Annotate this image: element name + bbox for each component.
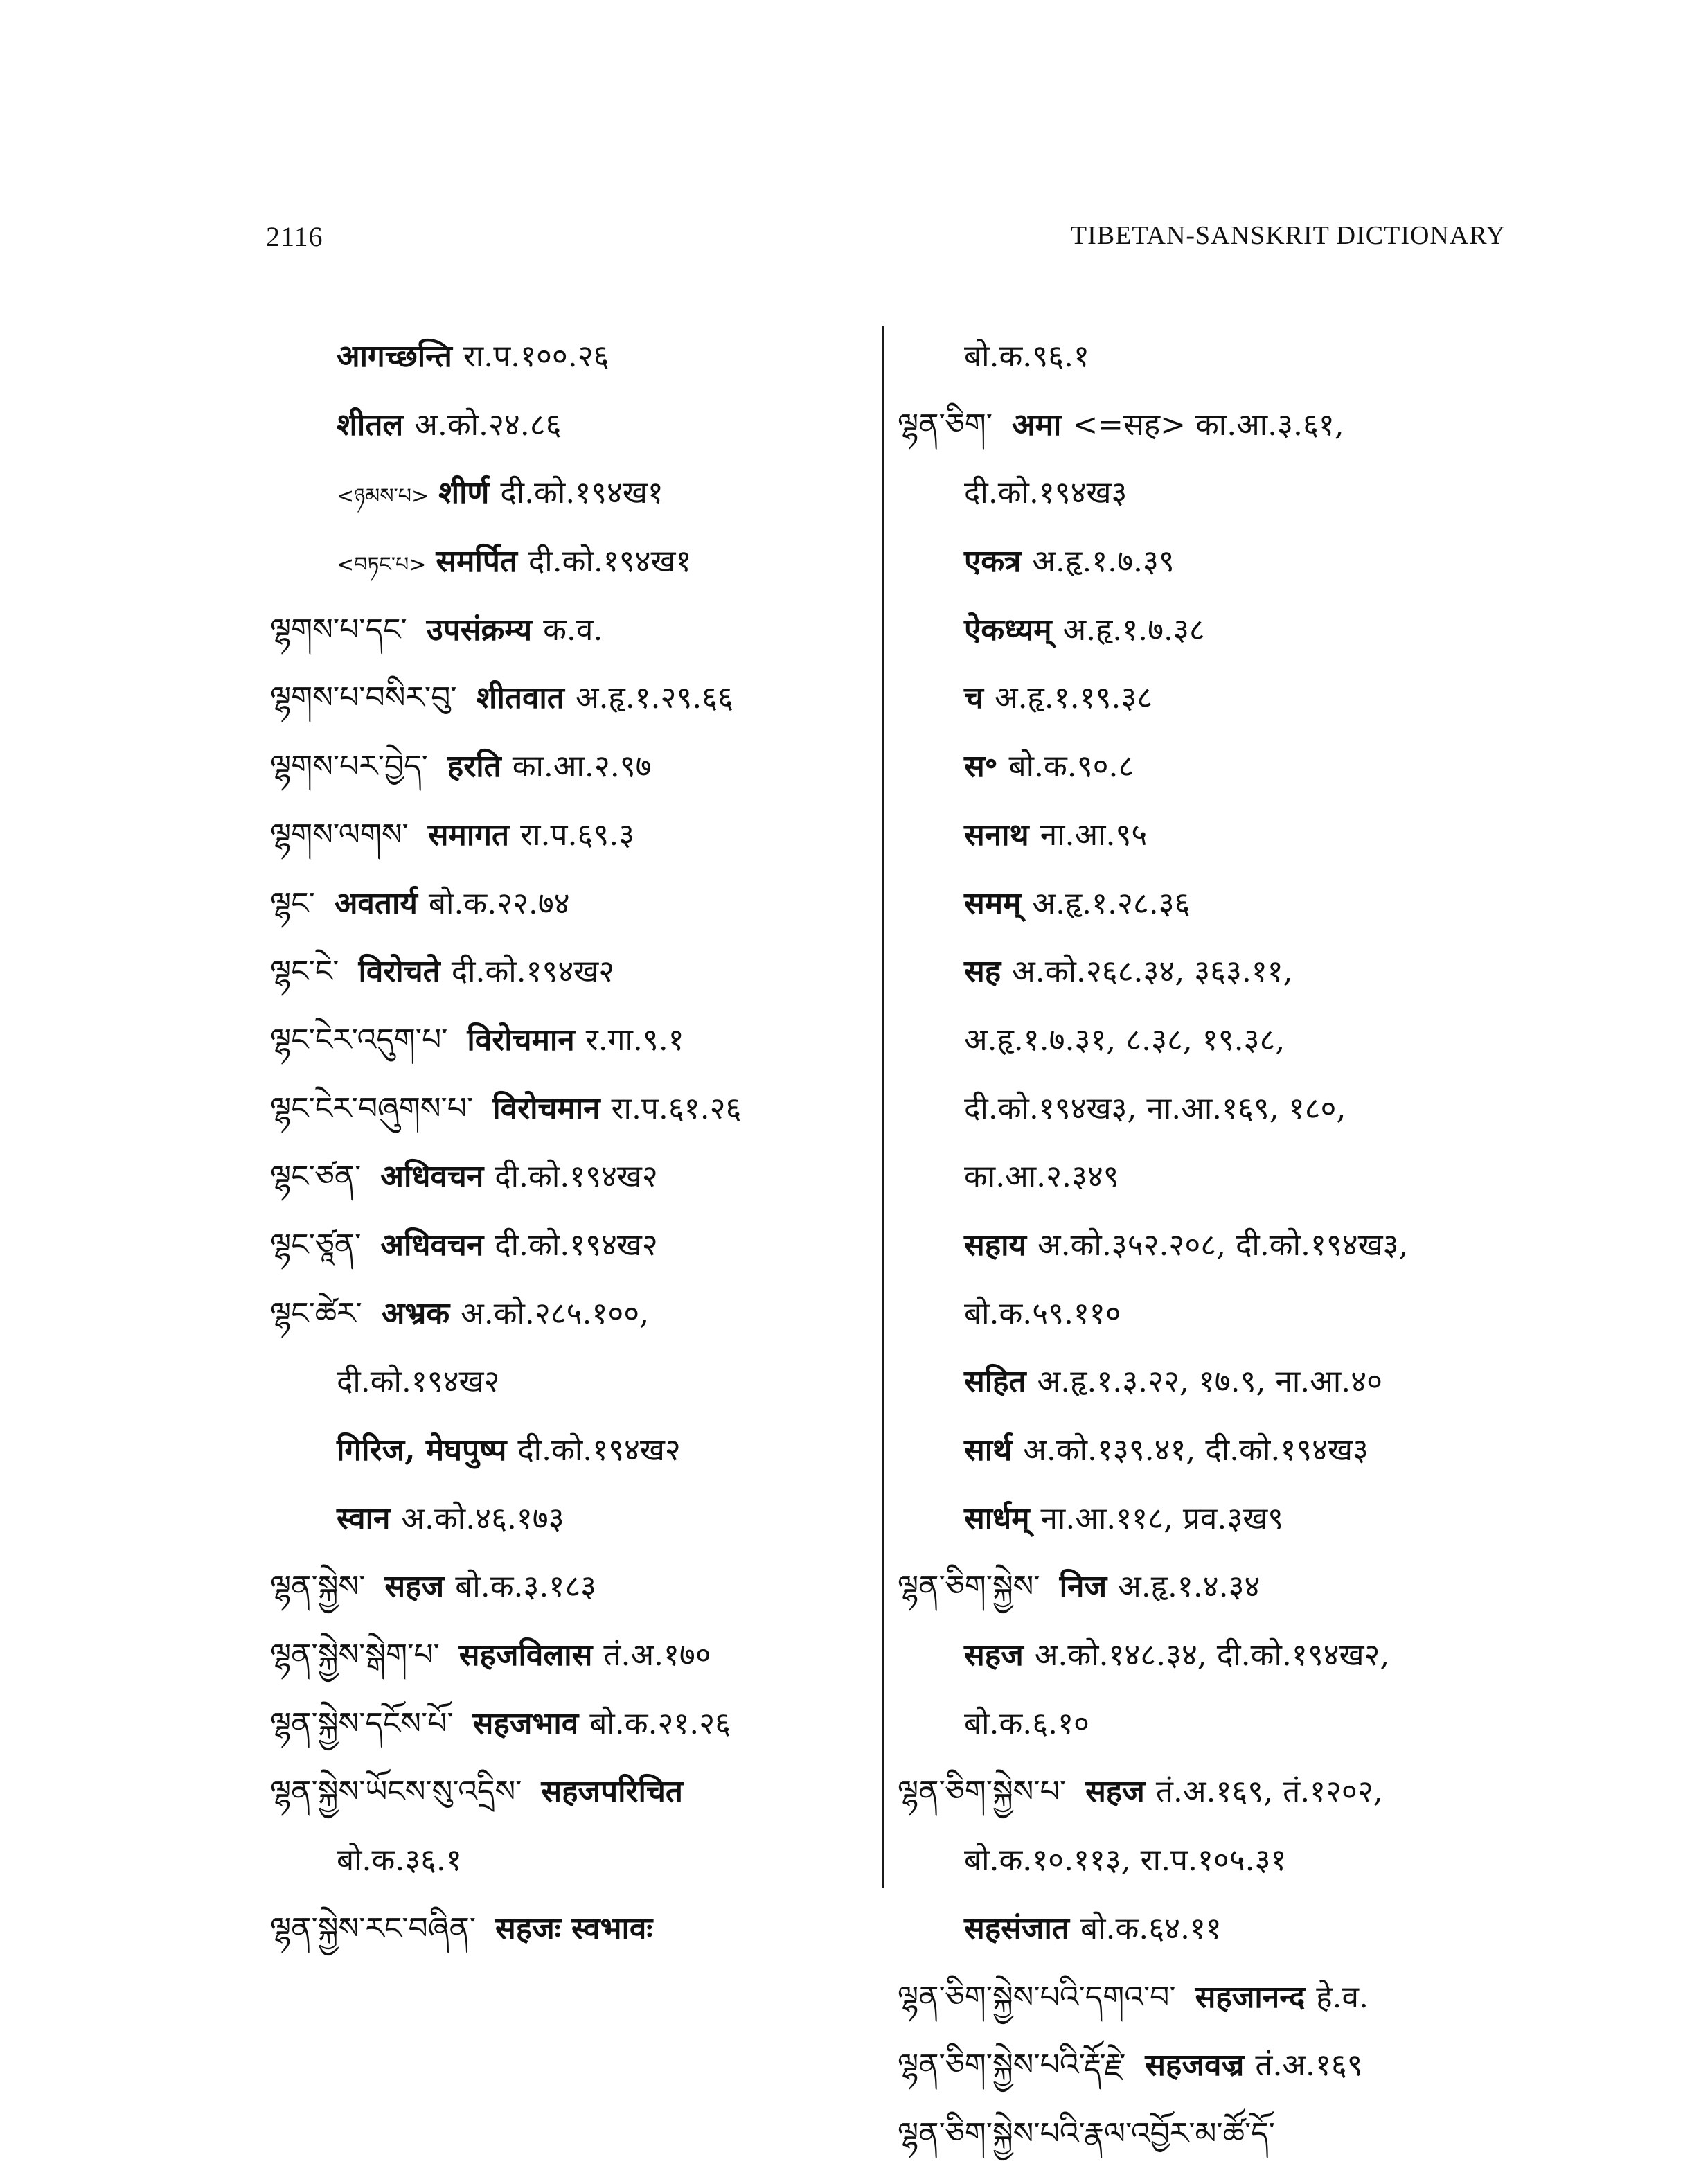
source-reference: <=सह> का.आ.३.६१, xyxy=(1072,407,1344,443)
source-reference: तं.अ.१६९, तं.१२०२, xyxy=(1155,1774,1383,1810)
sanskrit-equivalent: उपसंक्रम्य xyxy=(426,612,533,648)
source-reference: बो.क.९०.८ xyxy=(1008,749,1134,785)
source-reference: बो.क.१०.११३, रा.प.१०५.३१ xyxy=(964,1843,1287,1879)
right-column xyxy=(898,323,1507,2169)
sanskrit-equivalent: समागत xyxy=(427,817,510,853)
dictionary-entry xyxy=(270,1006,866,1075)
tibetan-note: <བཏང་པ> xyxy=(337,553,427,578)
sanskrit-equivalent: सहजभाव xyxy=(472,1705,579,1741)
sanskrit-equivalent: सहजः स्वभावः xyxy=(495,1910,653,1946)
sanskrit-equivalent: सहज xyxy=(1085,1774,1145,1810)
dictionary-entry xyxy=(270,1143,866,1211)
entry-continuation xyxy=(270,1417,866,1485)
tibetan-headword: ལྷང་ཙཱན་ xyxy=(270,1227,362,1263)
tibetan-headword: ལྷང་ཚེར་ xyxy=(270,1295,362,1331)
sanskrit-equivalent: निज xyxy=(1059,1569,1107,1605)
dictionary-entry xyxy=(270,1758,866,1827)
source-reference: बो.क.३.१८३ xyxy=(455,1569,596,1605)
source-reference: रा.प.१००.२६ xyxy=(463,339,609,374)
source-reference: दी.को.१९४ख३, ना.आ.१६९, १८०, xyxy=(964,1090,1346,1126)
sanskrit-equivalent: सहित xyxy=(964,1364,1026,1400)
sanskrit-equivalent: ऐकध्यम् xyxy=(964,612,1052,648)
dictionary-entry xyxy=(270,801,866,870)
dictionary-entry xyxy=(898,2100,1507,2169)
dictionary-entry xyxy=(898,1553,1507,1622)
dictionary-entry xyxy=(898,1964,1507,2032)
sanskrit-equivalent: सनाथ xyxy=(964,817,1029,853)
sanskrit-equivalent: सहजपरिचित xyxy=(541,1774,683,1810)
tibetan-headword: ལྷགས་ལགས་ xyxy=(270,817,409,853)
entry-continuation xyxy=(898,1417,1507,1485)
sanskrit-equivalent: समम् xyxy=(964,885,1022,921)
source-reference: अ.को.१४८.३४, दी.को.१९४ख२, xyxy=(1034,1637,1390,1673)
source-reference: ना.आ.११८, प्रव.३ख९ xyxy=(1040,1500,1284,1536)
source-reference: अ.हृ.१.३.२२, १७.९, ना.आ.४० xyxy=(1037,1364,1382,1400)
sanskrit-equivalent: अभ्रक xyxy=(381,1295,450,1331)
tibetan-note: <ཉམས་པ> xyxy=(337,484,429,509)
sanskrit-equivalent: स॰ xyxy=(964,749,998,785)
source-reference: दी.को.१९४ख३ xyxy=(964,475,1128,511)
source-reference: बो.क.९६.१ xyxy=(964,339,1089,374)
source-reference: हे.व. xyxy=(1316,1979,1369,2015)
dictionary-entry xyxy=(270,596,866,665)
tibetan-headword: ལྷན་ཅིག་སྐྱེས་པའི་རྣལ་འབྱོར་མ་ཚོ་དོ་ xyxy=(898,2115,1275,2151)
source-reference: का.आ.२.९७ xyxy=(512,749,652,785)
entry-continuation xyxy=(270,1348,866,1417)
dictionary-entry xyxy=(270,1280,866,1349)
sanskrit-equivalent: सहजवज्र xyxy=(1145,2048,1245,2084)
source-reference: दी.को.१९४ख१ xyxy=(500,475,664,511)
entry-continuation xyxy=(270,528,866,596)
source-reference: बो.क.६४.११ xyxy=(1080,1910,1222,1946)
source-reference: दी.को.१९४ख२ xyxy=(337,1364,500,1400)
sanskrit-equivalent: सहसंजात xyxy=(964,1910,1069,1946)
tibetan-headword: ལྷན་ཅིག་སྐྱེས་ xyxy=(898,1569,1040,1605)
source-reference: रा.प.६९.३ xyxy=(520,817,635,853)
tibetan-headword: ལྷན་སྐྱེས་སྒེག་པ་ xyxy=(270,1637,440,1673)
source-reference: दी.को.१९४ख२ xyxy=(495,1227,658,1263)
tibetan-headword: ལྷགས་པར་བྱེད་ xyxy=(270,749,428,785)
sanskrit-equivalent: शीतवात xyxy=(476,680,564,716)
source-reference: बो.क.२१.२६ xyxy=(589,1705,731,1741)
source-reference: अ.हृ.१.२९.६६ xyxy=(575,680,734,716)
entry-continuation xyxy=(898,801,1507,870)
dictionary-entry xyxy=(270,1895,866,1964)
dictionary-entry xyxy=(898,1758,1507,1827)
source-reference: बो.क.३६.१ xyxy=(337,1843,462,1879)
dictionary-entry xyxy=(270,870,866,939)
source-reference: अ.हृ.१.७.३८ xyxy=(1062,612,1205,648)
source-reference: का.आ.२.३४९ xyxy=(964,1159,1119,1195)
tibetan-headword: ལྷང་ཙན་ xyxy=(270,1159,362,1195)
page-header xyxy=(266,220,1506,262)
entry-continuation xyxy=(898,323,1507,391)
entry-continuation xyxy=(270,1827,866,1895)
entry-continuation xyxy=(898,1211,1507,1280)
entry-continuation xyxy=(270,323,866,391)
source-reference: अ.को.२४.८६ xyxy=(414,407,562,443)
sanskrit-equivalent: अधिवचन xyxy=(380,1227,484,1263)
dictionary-entry xyxy=(270,1553,866,1622)
sanskrit-equivalent: सहजानन्द xyxy=(1195,1979,1306,2015)
sanskrit-equivalent: आगच्छन्ति xyxy=(337,339,452,374)
tibetan-headword: ལྷན་ཅིག་སྐྱེས་པ་ xyxy=(898,1774,1067,1810)
source-reference: बो.क.२२.७४ xyxy=(428,885,570,921)
sanskrit-equivalent: सह xyxy=(964,954,1001,990)
sanskrit-equivalent: समर्पित xyxy=(436,544,517,580)
tibetan-headword: ལྷང་ངེར་བཞུགས་པ་ xyxy=(270,1090,474,1126)
tibetan-headword: ལྷན་སྐྱེས་རང་བཞིན་ xyxy=(270,1910,477,1946)
dictionary-entry xyxy=(270,1075,866,1144)
sanskrit-equivalent: विरोचमान xyxy=(492,1090,600,1126)
entry-continuation xyxy=(898,1485,1507,1554)
entry-continuation xyxy=(898,528,1507,596)
source-reference: रा.प.६१.२६ xyxy=(611,1090,742,1126)
tibetan-headword: ལྷགས་པ་བསིར་བུ་ xyxy=(270,680,457,716)
entry-continuation xyxy=(898,1348,1507,1417)
source-reference: दी.को.१९४ख२ xyxy=(517,1432,681,1468)
source-reference: अ.हृ.१.२८.३६ xyxy=(1032,885,1191,921)
source-reference: दी.को.१९४ख२ xyxy=(451,954,615,990)
entry-continuation xyxy=(898,1280,1507,1349)
entry-continuation xyxy=(270,1485,866,1554)
entry-continuation xyxy=(898,459,1507,528)
sanskrit-equivalent: अधिवचन xyxy=(380,1159,484,1195)
source-reference: अ.हृ.१.१९.३८ xyxy=(994,680,1153,716)
entry-continuation xyxy=(898,664,1507,733)
sanskrit-equivalent: अमा xyxy=(1011,407,1062,443)
sanskrit-equivalent: स्वान xyxy=(337,1500,391,1536)
dictionary-entry xyxy=(270,733,866,801)
dictionary-entry xyxy=(270,938,866,1006)
sanskrit-equivalent: शीतल xyxy=(337,407,404,443)
sanskrit-equivalent: विरोचते xyxy=(358,954,440,990)
tibetan-headword: ལྷན་ཅིག་ xyxy=(898,407,992,443)
source-reference: अ.को.१३९.४१, दी.को.१९४ख३ xyxy=(1023,1432,1369,1468)
entry-continuation xyxy=(898,1690,1507,1759)
tibetan-headword: ལྷང་ངེར་འདུག་པ་ xyxy=(270,1022,448,1058)
left-column xyxy=(270,323,866,1964)
tibetan-headword: ལྷན་སྐྱེས་ xyxy=(270,1569,366,1605)
entry-continuation xyxy=(898,1006,1507,1075)
tibetan-headword: ལྷན་སྐྱེས་ཡོངས་སུ་འདྲིས་ xyxy=(270,1774,522,1810)
sanskrit-equivalent: च xyxy=(964,680,983,716)
tibetan-headword: ལྷན་ཅིག་སྐྱེས་པའི་དགའ་བ་ xyxy=(898,1979,1176,2015)
source-reference: क.व. xyxy=(543,612,603,648)
source-reference: तं.अ.१७० xyxy=(603,1637,711,1673)
sanskrit-equivalent: सार्धम् xyxy=(964,1500,1030,1536)
source-reference: अ.को.४६.१७३ xyxy=(401,1500,564,1536)
sanskrit-equivalent: गिरिज, मेघपुष्प xyxy=(337,1432,507,1468)
source-reference: ना.आ.९५ xyxy=(1040,817,1148,853)
entry-continuation xyxy=(898,1075,1507,1144)
dictionary-entry xyxy=(270,1622,866,1690)
sanskrit-equivalent: सहज xyxy=(384,1569,445,1605)
dictionary-entry xyxy=(898,391,1507,460)
source-reference: अ.को.३५२.२०८, दी.को.१९४ख३, xyxy=(1037,1227,1409,1263)
source-reference: अ.हृ.१.७.३९ xyxy=(1032,544,1175,580)
dictionary-entry xyxy=(270,1690,866,1759)
entry-continuation xyxy=(898,1143,1507,1211)
source-reference: बो.क.६.१० xyxy=(964,1705,1089,1741)
sanskrit-equivalent: विरोचमान xyxy=(467,1022,575,1058)
entry-continuation xyxy=(898,1827,1507,1895)
tibetan-headword: ལྷན་སྐྱེས་དངོས་པོ་ xyxy=(270,1705,454,1741)
sanskrit-equivalent: हरति xyxy=(447,749,501,785)
source-reference: तं.अ.१६९ xyxy=(1255,2048,1363,2084)
sanskrit-equivalent: शीर्ण xyxy=(438,475,490,511)
entry-continuation xyxy=(898,596,1507,665)
dictionary-entry xyxy=(270,1211,866,1280)
sanskrit-equivalent: सार्थ xyxy=(964,1432,1013,1468)
page-number: 2116 xyxy=(266,221,323,252)
entry-continuation xyxy=(270,459,866,528)
entry-continuation xyxy=(898,938,1507,1006)
dictionary-entry xyxy=(270,664,866,733)
source-reference: अ.को.२८५.१००, xyxy=(461,1295,650,1331)
source-reference: दी.को.१९४ख२ xyxy=(495,1159,658,1195)
tibetan-headword: ལྷན་ཅིག་སྐྱེས་པའི་རྡོ་རྗེ་ xyxy=(898,2048,1126,2084)
tibetan-headword: ལྷང་ xyxy=(270,885,315,921)
entry-continuation xyxy=(898,733,1507,801)
sanskrit-equivalent: सहज xyxy=(964,1637,1024,1673)
source-reference: अ.हृ.१.४.३४ xyxy=(1118,1569,1261,1605)
running-title: TIBETAN-SANSKRIT DICTIONARY xyxy=(1070,221,1506,250)
dictionary-entry xyxy=(898,2032,1507,2100)
sanskrit-equivalent: अवतार्य xyxy=(334,885,418,921)
sanskrit-equivalent: सहाय xyxy=(964,1227,1027,1263)
source-reference: दी.को.१९४ख१ xyxy=(528,544,692,580)
entry-continuation xyxy=(898,1622,1507,1690)
source-reference: र.गा.९.१ xyxy=(585,1022,684,1058)
entry-continuation xyxy=(898,1895,1507,1964)
tibetan-headword: ལྷང་ངེ་ xyxy=(270,954,339,990)
tibetan-headword: ལྷགས་པ་དང་ xyxy=(270,612,407,648)
column-divider xyxy=(882,326,884,1888)
entry-continuation xyxy=(898,870,1507,939)
source-reference: अ.को.२६८.३४, ३६३.११, xyxy=(1012,954,1293,990)
source-reference: बो.क.५९.११० xyxy=(964,1295,1121,1331)
entry-continuation xyxy=(270,391,866,460)
sanskrit-equivalent: सहजविलास xyxy=(458,1637,593,1673)
source-reference: अ.हृ.१.७.३१, ८.३८, १९.३८, xyxy=(964,1022,1285,1058)
sanskrit-equivalent: एकत्र xyxy=(964,544,1022,580)
